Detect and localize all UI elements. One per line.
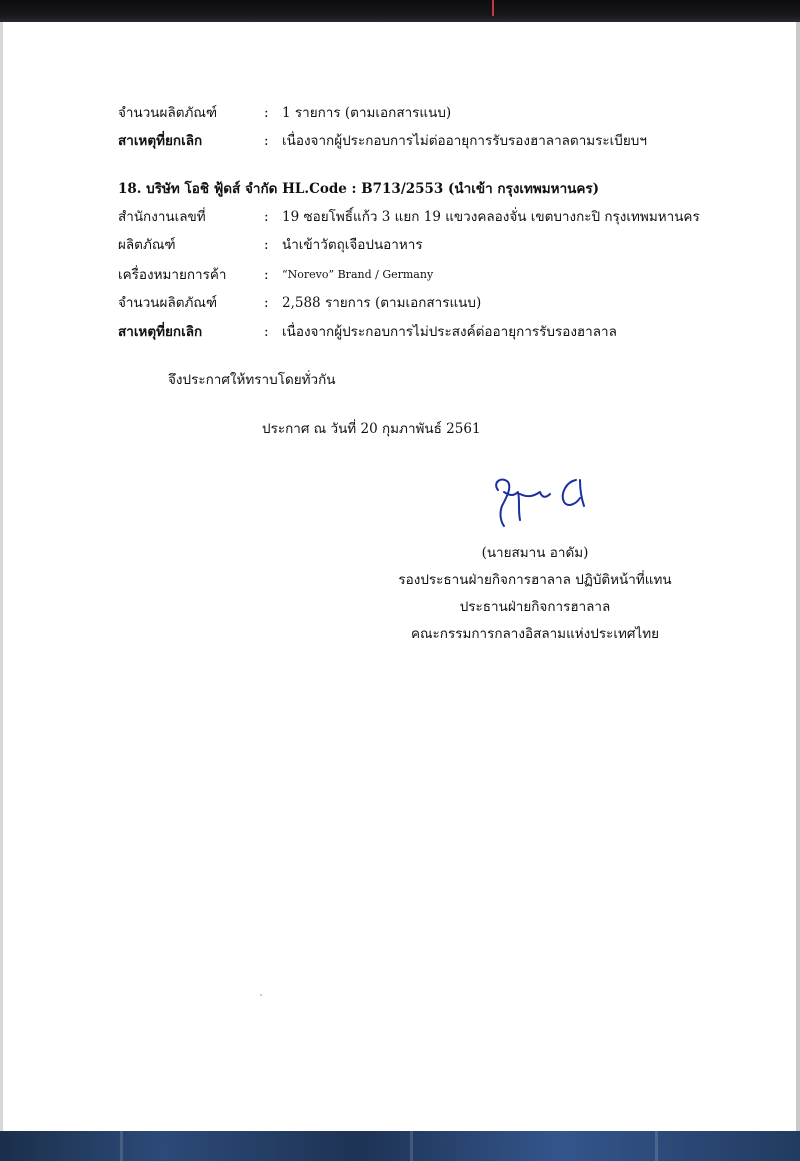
closing-statement: จึงประกาศให้ทราบโดยทั่วกัน xyxy=(168,372,336,388)
trademark-value: “Norevo” Brand / Germany xyxy=(282,268,434,281)
scan-right-edge xyxy=(796,22,800,1131)
signatory-organization: คณะกรรมการกลางอิสลามแห่งประเทศไทย xyxy=(410,626,660,642)
reason-value: เนื่องจากผู้ประกอบการไม่ประสงค์ต่ออายุการรับรองฮาลาล xyxy=(282,324,617,340)
colon: : xyxy=(264,237,269,253)
colon: : xyxy=(264,133,269,149)
scan-top-border xyxy=(0,0,800,22)
signatory-block xyxy=(360,540,710,648)
signatory-name: (นายสมาน อาดัม) xyxy=(481,545,589,561)
scan-streak xyxy=(655,1131,658,1161)
count-label: จำนวนผลิตภัณฑ์ xyxy=(118,295,218,311)
scan-speck xyxy=(260,994,262,996)
prev-count-label: จำนวนผลิตภัณฑ์ xyxy=(118,105,218,121)
scan-left-edge xyxy=(0,22,3,1131)
scan-mark xyxy=(492,0,494,16)
signature xyxy=(484,470,594,530)
colon: : xyxy=(264,209,269,225)
product-value: นำเข้าวัตถุเจือปนอาหาร xyxy=(282,237,423,253)
prev-reason-value: เนื่องจากผู้ประกอบการไม่ต่ออายุการรับรองฮาลาลตามระเบียบฯ xyxy=(282,133,647,149)
colon: : xyxy=(264,105,269,121)
colon: : xyxy=(264,324,269,340)
reason-label: สาเหตุที่ยกเลิก xyxy=(118,324,203,340)
prev-reason-label: สาเหตุที่ยกเลิก xyxy=(118,133,203,149)
colon: : xyxy=(264,267,269,283)
prev-count-value: 1 รายการ (ตามเอกสารแนบ) xyxy=(282,105,452,121)
announcement-date: ประกาศ ณ วันที่ 20 กุมภาพันธ์ 2561 xyxy=(262,421,481,437)
product-label: ผลิตภัณฑ์ xyxy=(118,237,176,253)
count-value: 2,588 รายการ (ตามเอกสารแนบ) xyxy=(282,295,482,311)
office-label: สำนักงานเลขที่ xyxy=(118,209,206,225)
signatory-position-1: รองประธานฝ่ายกิจการฮาลาล ปฏิบัติหน้าที่แทน xyxy=(398,572,672,588)
entry-18-heading: 18. บริษัท โอชิ ฟู้ดส์ จำกัด HL.Code : B713/2553 (นำเข้า กรุงเทพมหานคร) xyxy=(118,181,600,197)
trademark-label: เครื่องหมายการค้า xyxy=(118,267,227,283)
colon: : xyxy=(264,295,269,311)
scan-bottom-border xyxy=(0,1131,800,1161)
scan-streak xyxy=(120,1131,123,1161)
signatory-position-2: ประธานฝ่ายกิจการฮาลาล xyxy=(459,599,611,615)
scan-streak xyxy=(410,1131,413,1161)
office-value: 19 ซอยโพธิ์แก้ว 3 แยก 19 แขวงคลองจั่น เขตบางกะปิ กรุงเทพมหานคร xyxy=(282,209,700,225)
